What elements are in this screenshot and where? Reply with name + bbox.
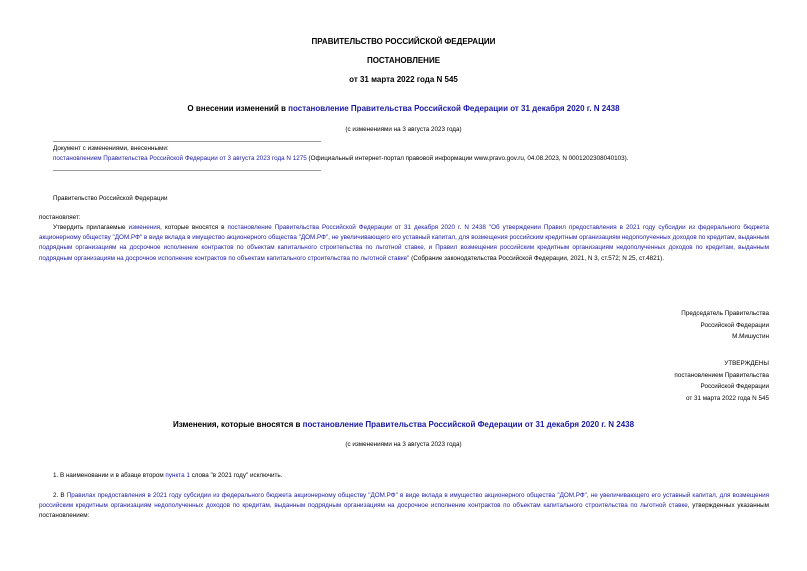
amending-decree-link[interactable]: постановлением Правительства Российской Федерации от 3 августа 2023 года N 1275 — [53, 155, 307, 162]
changes-link[interactable]: изменения — [128, 224, 161, 231]
government-label: Правительство Российской Федерации — [53, 195, 168, 202]
approval-date: от 31 марта 2022 года N 545 — [685, 394, 769, 402]
title-prefix: О внесении изменений в — [187, 104, 289, 113]
p1-text-c: (Собрание законодательства Российской Федерации, 2021, N 3, ст.572; N 25, ст.4821). — [409, 254, 664, 262]
organization-heading: ПРАВИТЕЛЬСТВО РОССИЙСКОЙ ФЕДЕРАЦИИ — [311, 37, 496, 46]
signature-country: Российской Федерации — [700, 321, 769, 329]
document-title — [0, 104, 807, 113]
changes-box-bottom-rule — [53, 170, 321, 171]
changes-box-source — [53, 155, 773, 162]
approval-label: УТВЕРЖДЕНЫ — [724, 360, 769, 367]
decree-2438-link[interactable]: постановление Правительства Российской Федерации от 31 декабря 2020 г. N 2438 "Об утверждении Правил предоставления в 2021 году субсидии из федерального бюджета акционерному обществу "ДОМ.РФ" в виде вклада в имущество акционерного общества "ДОМ.РФ", не увеличивающего его уставный капитал, для возмещения российским кредитным организациям недополученных доходов по кредитам, выданным подрядным организациям на досрочное исполнение контрактов по объектам капитального строительства по льготной ставке, и Правил возмещения российским кредитным организациям недополученных доходов по кредитам, выданным подрядным организациям на досрочное исполнение контрактов по объектам капитального строительства по льготной ставке" — [39, 224, 770, 262]
signature-block — [681, 308, 769, 343]
decree-paragraph-1 — [39, 223, 769, 264]
changes-title — [0, 420, 807, 429]
approval-country: Российской Федерации — [700, 383, 769, 390]
item1-text-a: 1. В наименовании и в абзаце втором — [53, 472, 166, 479]
approval-by: постановлением Правительства — [674, 371, 769, 379]
change-item-2 — [39, 491, 769, 522]
title-revision-note: (с изменениями на 3 августа 2023 года) — [345, 126, 462, 133]
p1-text-a: Утвердить прилагаемые — [53, 224, 129, 231]
item2-text-b: , утвержденных указанным постановлением: — [39, 502, 769, 520]
rules-link[interactable]: Правилах предоставления в 2021 году субсидии из федерального бюджета акционерному обществу "ДОМ.РФ" в виде вклада в имущество акционерного общества "ДОМ.РФ", не увеличивающего его уставный капитал, для возмещения российским кредитным организациям недополученных доходов по кредитам, выданным подрядным организациям на досрочное исполнение контрактов по объектам капитального строительства по льготной ставке — [39, 492, 769, 510]
changes-title-prefix: Изменения, которые вносятся в — [172, 420, 303, 429]
changes-box-caption: Документ с изменениями, внесенными: — [53, 145, 169, 152]
item1-text-b: слова "в 2021 году" исключить. — [189, 472, 283, 479]
document-type-heading: ПОСТАНОВЛЕНИЕ — [366, 56, 441, 65]
document-date-number: от 31 марта 2022 года N 545 — [349, 75, 458, 84]
p1-text-b: , которые вносятся в — [160, 224, 228, 231]
change-item-1 — [53, 472, 282, 479]
point-1-link[interactable]: пункта 1 — [165, 472, 190, 479]
amending-decree-publication: (Официальный интернет-портал правовой информации www.pravo.gov.ru, 04.08.2023, N 0001202308040103). — [306, 155, 629, 162]
approval-block — [674, 358, 769, 404]
decrees-label: постановляет: — [39, 214, 81, 221]
changes-box-top-rule — [53, 141, 321, 142]
item2-text-a: 2. В — [53, 492, 67, 499]
changes-revision-note: (с изменениями на 3 августа 2023 года) — [345, 441, 462, 448]
signature-name: М.Мишустин — [732, 333, 769, 340]
title-amended-decree-link[interactable]: постановление Правительства Российской Федерации от 31 декабря 2020 г. N 2438 — [288, 104, 620, 113]
signature-position: Председатель Правительства — [681, 310, 769, 317]
changes-title-decree-link[interactable]: постановление Правительства Российской Федерации от 31 декабря 2020 г. N 2438 — [302, 420, 635, 429]
